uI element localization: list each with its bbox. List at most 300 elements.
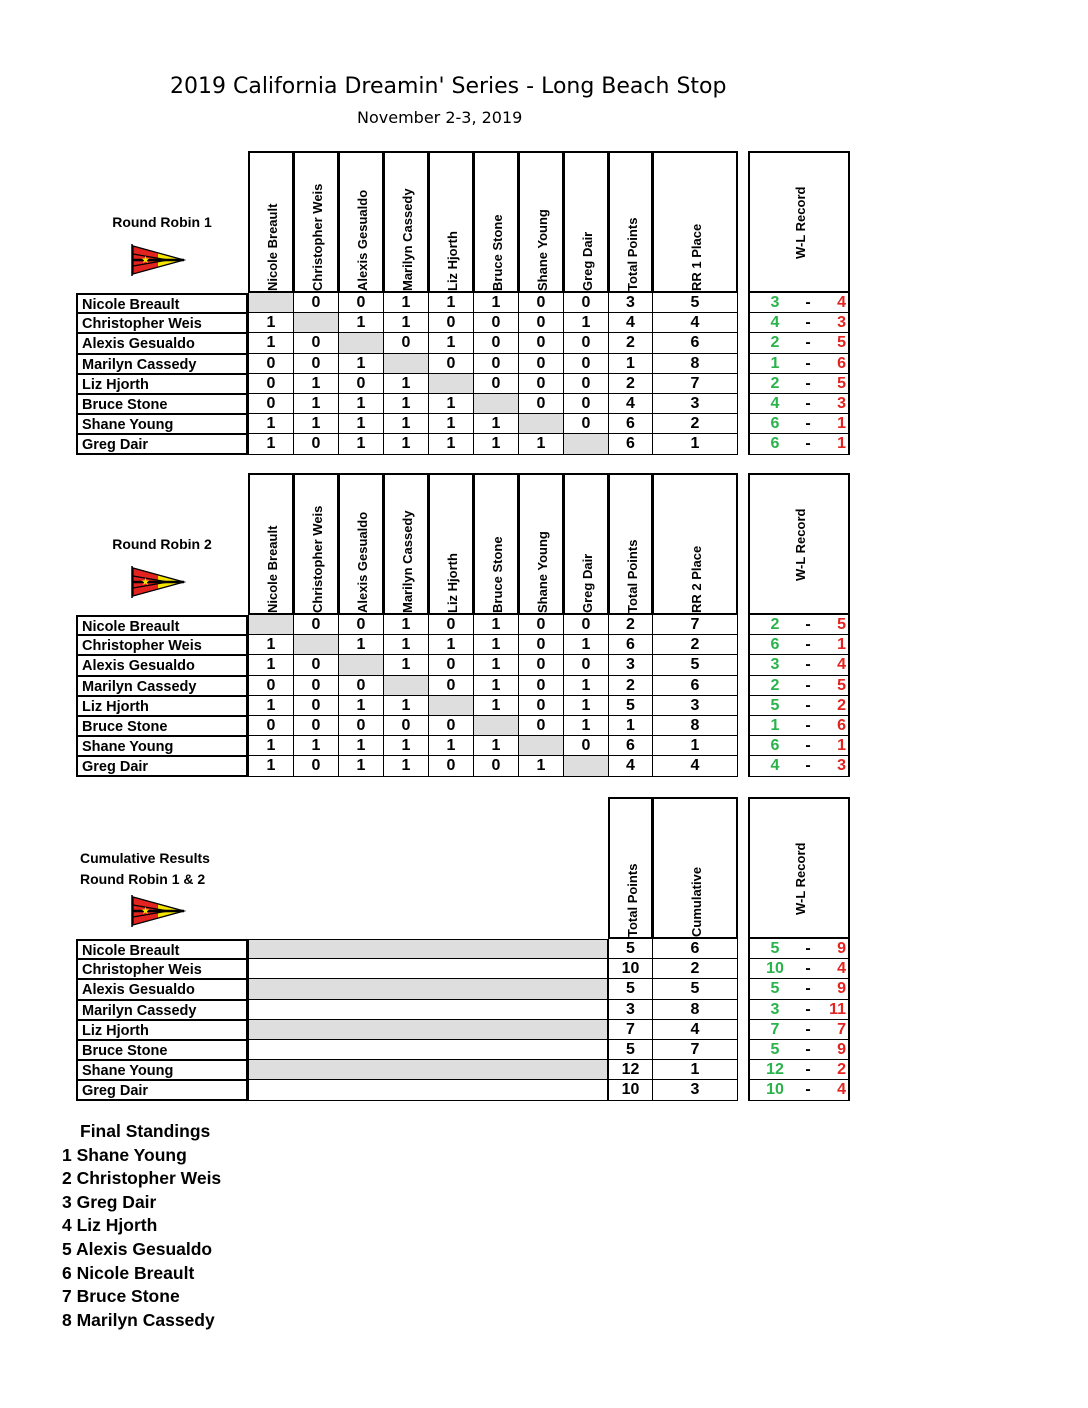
result-cell: 0	[518, 716, 564, 736]
place-cell: 2	[652, 635, 738, 655]
result-cell: 1	[338, 635, 384, 655]
result-cell: 1	[473, 414, 519, 434]
result-cell: 0	[563, 736, 609, 756]
losses-value: 4	[837, 294, 846, 311]
result-cell: 1	[338, 313, 384, 333]
place-cell: 5	[652, 655, 738, 675]
place-cell: 6	[652, 676, 738, 696]
result-cell: 1	[383, 434, 429, 454]
wl-record	[748, 354, 850, 374]
result-cell: 1	[383, 756, 429, 776]
col-header-shane-young	[518, 473, 564, 615]
total-points-cell: 2	[608, 676, 653, 696]
losses-value: 5	[837, 676, 846, 694]
result-cell: 0	[563, 394, 609, 414]
standings-item: 4 Liz Hjorth	[62, 1215, 158, 1236]
result-cell: 0	[518, 696, 564, 716]
result-cell: 1	[383, 655, 429, 675]
result-cell: 0	[338, 676, 384, 696]
competitor-name: Greg Dair	[76, 1080, 248, 1100]
result-cell: 0	[338, 615, 384, 635]
blank-span-cell	[248, 979, 608, 999]
standings-item: 8 Marilyn Cassedy	[62, 1309, 215, 1330]
result-cell: 0	[473, 374, 519, 394]
wl-separator: -	[805, 374, 811, 392]
col-header-nicole-breault-label: Nicole Breault	[265, 525, 280, 613]
result-cell: 1	[428, 736, 474, 756]
result-cell: 1	[338, 394, 384, 414]
wins-value: 5	[770, 940, 780, 957]
result-cell: 0	[428, 655, 474, 675]
wins-value: 2	[770, 676, 780, 694]
total-points-cell: 5	[608, 1040, 653, 1060]
wl-separator: -	[805, 435, 811, 453]
wins-value: 4	[770, 757, 780, 775]
result-cell: 0	[338, 374, 384, 394]
losses-value: 3	[837, 314, 846, 332]
col-header-christopher-weis	[293, 151, 339, 293]
col-header-marilyn-cassedy-label: Marilyn Cassedy	[400, 188, 415, 291]
result-cell: 0	[248, 716, 294, 736]
col-header-alexis-gesualdo	[338, 473, 384, 615]
result-cell: 1	[248, 756, 294, 776]
wl-separator: -	[805, 757, 811, 775]
result-cell: 1	[518, 434, 564, 454]
total-points-cell: 3	[608, 655, 653, 675]
competitor-name: Nicole Breault	[76, 293, 248, 313]
total-points-cell: 4	[608, 756, 653, 776]
blank-cell	[518, 414, 564, 434]
result-cell: 0	[518, 293, 564, 313]
wl-separator: -	[805, 737, 811, 755]
blank-cell	[248, 293, 294, 313]
competitor-name: Christopher Weis	[76, 959, 248, 979]
losses-value: 3	[837, 395, 846, 412]
wl-record	[748, 434, 850, 454]
result-cell: 0	[518, 394, 564, 414]
result-cell: 1	[518, 756, 564, 776]
result-cell: 1	[473, 676, 519, 696]
col-header-place	[652, 151, 738, 293]
place-cell: 7	[652, 374, 738, 394]
col-header-liz-hjorth-label: Liz Hjorth	[445, 231, 460, 291]
total-points-cell: 4	[608, 313, 653, 333]
result-cell: 0	[428, 676, 474, 696]
result-cell: 0	[428, 615, 474, 635]
total-points-cell: 2	[608, 333, 653, 353]
wl-separator: -	[805, 354, 811, 372]
result-cell: 0	[518, 615, 564, 635]
col-header-christopher-weis	[293, 473, 339, 615]
losses-value: 9	[837, 980, 846, 998]
wl-separator: -	[805, 960, 811, 978]
competitor-name: Marilyn Cassedy	[76, 1000, 248, 1020]
wl-record	[748, 979, 850, 999]
result-cell: 1	[293, 736, 339, 756]
losses-value: 1	[837, 435, 846, 453]
result-cell: 1	[428, 635, 474, 655]
col-header-cumulative-label: Cumulative	[689, 866, 704, 937]
wl-record	[748, 939, 850, 959]
cumulative-place-cell: 6	[652, 939, 738, 959]
result-cell: 1	[338, 414, 384, 434]
wl-record	[748, 959, 850, 979]
result-cell: 1	[428, 434, 474, 454]
wl-record	[748, 333, 850, 353]
total-points-cell: 5	[608, 696, 653, 716]
result-cell: 1	[428, 293, 474, 313]
blank-cell	[563, 756, 609, 776]
wl-separator: -	[805, 395, 811, 412]
col-header-greg-dair-label: Greg Dair	[580, 231, 595, 291]
result-cell: 1	[383, 635, 429, 655]
result-cell: 0	[563, 333, 609, 353]
final-standings	[62, 1120, 221, 1332]
wl-record	[748, 1020, 850, 1040]
result-cell: 0	[293, 655, 339, 675]
standings-item: 6 Nicole Breault	[62, 1262, 195, 1283]
burgee-flag-icon	[128, 242, 188, 278]
result-cell: 0	[518, 313, 564, 333]
wins-value: 2	[770, 616, 780, 633]
losses-value: 1	[837, 415, 846, 433]
result-cell: 0	[563, 354, 609, 374]
place-cell: 4	[652, 756, 738, 776]
losses-value: 5	[837, 334, 846, 352]
result-cell: 0	[248, 394, 294, 414]
blank-span-cell	[248, 1080, 608, 1100]
result-cell: 0	[518, 374, 564, 394]
standings-item: 2 Christopher Weis	[62, 1168, 222, 1189]
result-cell: 1	[338, 736, 384, 756]
result-cell: 1	[338, 434, 384, 454]
result-cell: 1	[383, 615, 429, 635]
result-cell: 0	[383, 716, 429, 736]
col-header-wl-record-label: W-L Record	[793, 186, 808, 259]
cumulative-place-cell: 7	[652, 1040, 738, 1060]
result-cell: 1	[248, 736, 294, 756]
place-cell: 2	[652, 414, 738, 434]
blank-cell	[293, 635, 339, 655]
result-cell: 0	[563, 293, 609, 313]
wl-record	[748, 615, 850, 635]
col-header-wl-record	[748, 151, 850, 293]
result-cell: 0	[473, 756, 519, 776]
col-header-total-points-label: Total Points	[624, 217, 640, 291]
svg-text:★: ★	[141, 906, 150, 917]
total-points-cell: 6	[608, 414, 653, 434]
col-header-nicole-breault-label: Nicole Breault	[265, 203, 280, 291]
total-points-cell: 10	[608, 959, 653, 979]
blank-span-cell	[248, 1020, 608, 1040]
wl-separator: -	[805, 1020, 811, 1038]
competitor-name: Alexis Gesualdo	[76, 333, 248, 353]
col-header-greg-dair	[563, 151, 609, 293]
result-cell: 0	[293, 293, 339, 313]
place-cell: 8	[652, 716, 738, 736]
result-cell: 1	[248, 333, 294, 353]
result-cell: 0	[518, 354, 564, 374]
losses-value: 9	[837, 940, 846, 957]
col-header-bruce-stone-label: Bruce Stone	[490, 214, 505, 291]
result-cell: 0	[518, 635, 564, 655]
wl-separator: -	[805, 1061, 811, 1079]
wl-separator: -	[805, 314, 811, 332]
total-points-cell: 2	[608, 615, 653, 635]
col-header-total-points	[608, 473, 653, 615]
col-header-liz-hjorth-label: Liz Hjorth	[445, 553, 460, 613]
wl-separator: -	[805, 415, 811, 433]
result-cell: 1	[428, 394, 474, 414]
competitor-name: Shane Young	[76, 1060, 248, 1080]
result-cell: 0	[383, 333, 429, 353]
wins-value: 6	[770, 636, 780, 654]
burgee-flag-icon	[128, 893, 188, 929]
result-cell: 0	[338, 716, 384, 736]
result-cell: 0	[428, 354, 474, 374]
col-header-place-label: RR 2 Place	[689, 545, 704, 613]
wins-value: 5	[770, 980, 780, 998]
losses-value: 4	[837, 1081, 846, 1099]
blank-span-cell	[248, 959, 608, 979]
result-cell: 0	[338, 293, 384, 313]
col-header-wl-record-label: W-L Record	[793, 842, 808, 915]
col-header-nicole-breault	[248, 151, 294, 293]
result-cell: 0	[293, 434, 339, 454]
result-cell: 1	[338, 354, 384, 374]
section-label: Round Robin 1	[112, 214, 212, 230]
col-header-marilyn-cassedy-label: Marilyn Cassedy	[400, 510, 415, 613]
blank-cell	[338, 333, 384, 353]
place-cell: 3	[652, 696, 738, 716]
competitor-name: Liz Hjorth	[76, 1020, 248, 1040]
competitor-name: Shane Young	[76, 414, 248, 434]
result-cell: 0	[428, 716, 474, 736]
section-label: Cumulative Results	[80, 850, 210, 866]
result-cell: 0	[293, 333, 339, 353]
result-cell: 0	[518, 676, 564, 696]
result-cell: 1	[473, 615, 519, 635]
blank-cell	[428, 696, 474, 716]
place-cell: 5	[652, 293, 738, 313]
wins-value: 1	[770, 717, 780, 734]
section-label: Round Robin 2	[112, 536, 212, 552]
wins-value: 6	[770, 435, 780, 453]
losses-value: 11	[829, 1000, 846, 1018]
wins-value: 5	[770, 696, 780, 714]
result-cell: 0	[293, 615, 339, 635]
result-cell: 0	[248, 676, 294, 696]
blank-span-cell	[248, 1040, 608, 1060]
result-cell: 0	[293, 676, 339, 696]
total-points-cell: 6	[608, 635, 653, 655]
result-cell: 1	[563, 716, 609, 736]
result-cell: 1	[563, 696, 609, 716]
losses-value: 9	[837, 1041, 846, 1058]
result-cell: 1	[248, 434, 294, 454]
result-cell: 1	[338, 696, 384, 716]
page-title: 2019 California Dreamin' Series - Long Beach Stop	[170, 74, 727, 99]
wl-separator: -	[805, 676, 811, 694]
standings-item: 5 Alexis Gesualdo	[62, 1238, 213, 1259]
blank-span-cell	[248, 1000, 608, 1020]
wl-separator: -	[805, 940, 811, 957]
result-cell: 1	[473, 736, 519, 756]
cumulative-place-cell: 2	[652, 959, 738, 979]
total-points-cell: 1	[608, 354, 653, 374]
col-header-shane-young-label: Shane Young	[535, 209, 550, 291]
result-cell: 1	[473, 655, 519, 675]
standings-item: 1 Shane Young	[62, 1144, 187, 1165]
col-header-wl-record-label: W-L Record	[793, 508, 808, 581]
total-points-cell: 3	[608, 1000, 653, 1020]
wins-value: 2	[770, 334, 780, 352]
result-cell: 1	[248, 414, 294, 434]
blank-cell	[383, 354, 429, 374]
competitor-name: Liz Hjorth	[76, 696, 248, 716]
wl-separator: -	[805, 636, 811, 654]
svg-text:★: ★	[141, 255, 150, 266]
result-cell: 1	[563, 635, 609, 655]
svg-text:★: ★	[141, 577, 150, 588]
result-cell: 0	[293, 354, 339, 374]
place-cell: 7	[652, 615, 738, 635]
total-points-cell: 1	[608, 716, 653, 736]
col-header-place	[652, 473, 738, 615]
result-cell: 1	[248, 696, 294, 716]
result-cell: 0	[518, 333, 564, 353]
total-points-cell: 3	[608, 293, 653, 313]
blank-span-cell	[248, 939, 608, 959]
wl-record	[748, 374, 850, 394]
result-cell: 1	[248, 313, 294, 333]
total-points-cell: 6	[608, 434, 653, 454]
blank-cell	[518, 736, 564, 756]
total-points-cell: 10	[608, 1080, 653, 1100]
result-cell: 1	[293, 394, 339, 414]
cumulative-place-cell: 3	[652, 1080, 738, 1100]
result-cell: 0	[248, 374, 294, 394]
result-cell: 1	[338, 756, 384, 776]
place-cell: 1	[652, 736, 738, 756]
col-header-total-points-label: Total Points	[624, 863, 640, 937]
cumulative-place-cell: 8	[652, 1000, 738, 1020]
blank-cell	[383, 676, 429, 696]
blank-cell	[473, 716, 519, 736]
wins-value: 3	[770, 656, 780, 674]
losses-value: 6	[837, 717, 846, 734]
competitor-name: Bruce Stone	[76, 1040, 248, 1060]
wins-value: 10	[766, 1081, 784, 1099]
result-cell: 0	[473, 333, 519, 353]
losses-value: 4	[837, 960, 846, 978]
col-header-wl-record	[748, 473, 850, 615]
col-header-liz-hjorth	[428, 473, 474, 615]
result-cell: 1	[383, 736, 429, 756]
losses-value: 6	[837, 354, 846, 372]
result-cell: 0	[563, 414, 609, 434]
col-header-shane-young	[518, 151, 564, 293]
wins-value: 3	[770, 294, 780, 311]
page-subtitle: November 2-3, 2019	[357, 108, 523, 127]
wins-value: 5	[770, 1041, 780, 1058]
result-cell: 1	[473, 293, 519, 313]
wins-value: 4	[770, 314, 780, 332]
wl-record	[748, 696, 850, 716]
blank-cell	[248, 615, 294, 635]
col-header-christopher-weis-label: Christopher Weis	[310, 505, 325, 613]
wl-separator: -	[805, 656, 811, 674]
result-cell: 0	[428, 313, 474, 333]
wl-separator: -	[805, 616, 811, 633]
col-header-alexis-gesualdo-label: Alexis Gesualdo	[355, 189, 370, 291]
col-header-marilyn-cassedy	[383, 473, 429, 615]
result-cell: 1	[293, 414, 339, 434]
wins-value: 2	[770, 374, 780, 392]
cumulative-place-cell: 5	[652, 979, 738, 999]
wl-record	[748, 716, 850, 736]
total-points-cell: 4	[608, 394, 653, 414]
result-cell: 1	[428, 333, 474, 353]
result-cell: 0	[293, 696, 339, 716]
col-header-place-label: RR 1 Place	[689, 223, 704, 291]
cumulative-place-cell: 1	[652, 1060, 738, 1080]
wl-record	[748, 635, 850, 655]
losses-value: 1	[837, 636, 846, 654]
blank-cell	[473, 394, 519, 414]
cumulative-place-cell: 4	[652, 1020, 738, 1040]
wins-value: 3	[770, 1000, 780, 1018]
result-cell: 0	[563, 655, 609, 675]
blank-cell	[293, 313, 339, 333]
losses-value: 2	[837, 1061, 846, 1079]
place-cell: 6	[652, 333, 738, 353]
wl-separator: -	[805, 980, 811, 998]
losses-value: 1	[837, 737, 846, 755]
result-cell: 1	[563, 313, 609, 333]
place-cell: 3	[652, 394, 738, 414]
section-label-2: Round Robin 1 & 2	[80, 871, 206, 887]
place-cell: 8	[652, 354, 738, 374]
wl-separator: -	[805, 294, 811, 311]
wl-record	[748, 1040, 850, 1060]
result-cell: 0	[473, 354, 519, 374]
result-cell: 1	[248, 655, 294, 675]
competitor-name: Bruce Stone	[76, 394, 248, 414]
result-cell: 1	[293, 374, 339, 394]
losses-value: 7	[837, 1020, 846, 1038]
losses-value: 2	[837, 696, 846, 714]
total-points-cell: 2	[608, 374, 653, 394]
result-cell: 0	[248, 354, 294, 374]
competitor-name: Christopher Weis	[76, 313, 248, 333]
wins-value: 6	[770, 415, 780, 433]
final-standings-title: Final Standings	[80, 1121, 211, 1141]
standings-item: 7 Bruce Stone	[62, 1286, 180, 1307]
total-points-cell: 6	[608, 736, 653, 756]
wl-record	[748, 1060, 850, 1080]
col-header-christopher-weis-label: Christopher Weis	[310, 183, 325, 291]
result-cell: 0	[563, 615, 609, 635]
wl-record	[748, 394, 850, 414]
place-cell: 1	[652, 434, 738, 454]
col-header-alexis-gesualdo-label: Alexis Gesualdo	[355, 511, 370, 613]
losses-value: 5	[837, 374, 846, 392]
wins-value: 7	[770, 1020, 780, 1038]
wl-record	[748, 655, 850, 675]
result-cell: 0	[563, 374, 609, 394]
col-header-total-points-label: Total Points	[624, 539, 640, 613]
